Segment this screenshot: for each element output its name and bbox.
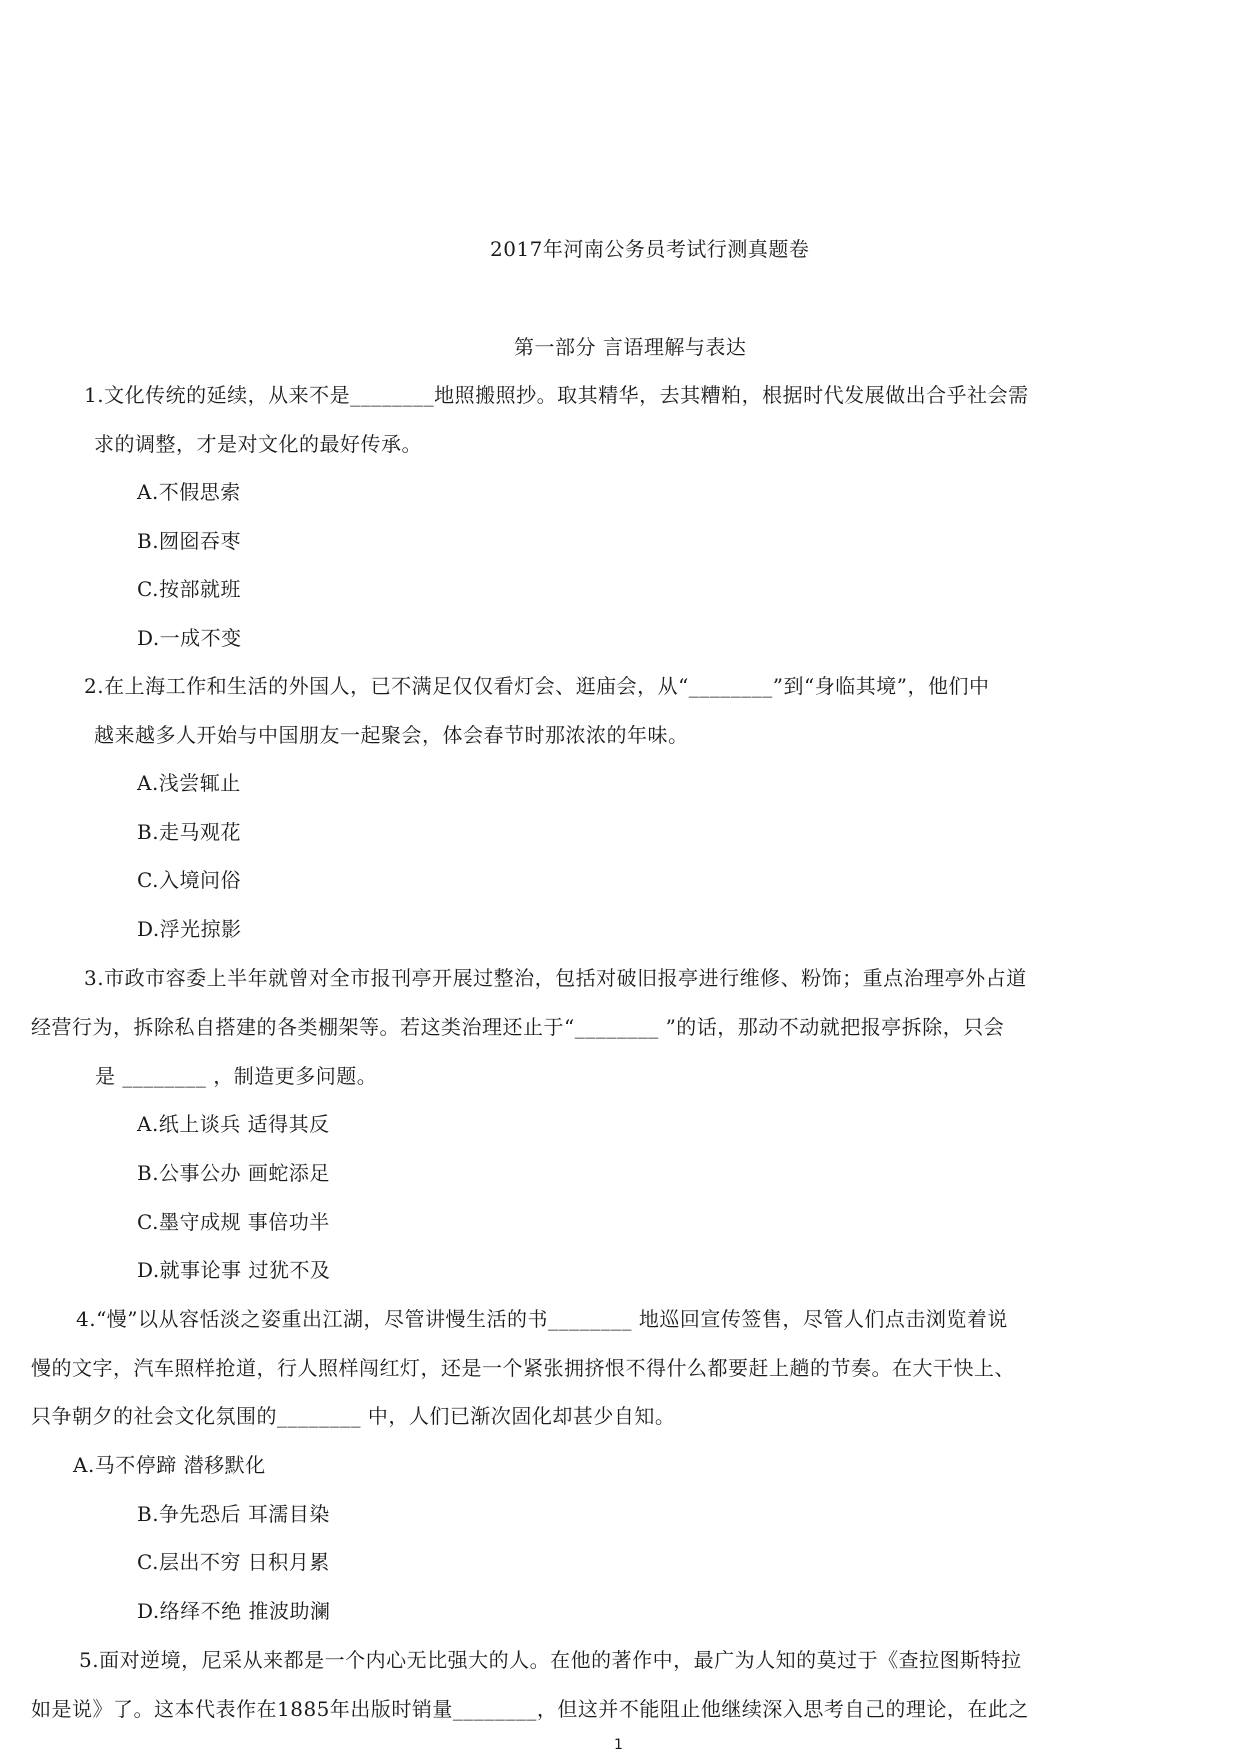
question-1-option-d: D.一成不变 <box>137 626 242 650</box>
question-3-line-3: 是 ________ ，制造更多问题。 <box>95 1064 378 1088</box>
question-2-option-a: A.浅尝辄止 <box>137 771 241 795</box>
question-1-line-1: 1.文化传统的延续，从来不是________地照搬照抄。取其精华，去其糟粕，根据时代发展做出合乎社会需 <box>84 383 1029 407</box>
question-3-line-2: 经营行为，拆除私自搭建的各类棚架等。若这类治理还止于“________ ”的话，那动不动就把报亭拆除，只会 <box>31 1015 1005 1039</box>
section-heading: 第一部分 言语理解与表达 <box>514 335 747 359</box>
question-2-option-d: D.浮光掠影 <box>137 917 242 941</box>
question-4-line-1: 4.“慢”以从容恬淡之姿重出江湖，尽管讲慢生活的书________ 地巡回宣传签售，尽管人们点击浏览着说 <box>76 1307 1008 1331</box>
question-3-option-d: D.就事论事 过犹不及 <box>137 1258 331 1282</box>
question-4-option-d: D.络绎不绝 推波助澜 <box>137 1599 331 1623</box>
question-2-option-b: B.走马观花 <box>137 820 242 844</box>
question-3-option-c: C.墨守成规 事倍功半 <box>137 1210 330 1234</box>
question-3-line-1: 3.市政市容委上半年就曾对全市报刊亭开展过整治，包括对破旧报亭进行维修、粉饰；重点治理亭外占道 <box>84 966 1027 990</box>
question-2-line-1: 2.在上海工作和生活的外国人，已不满足仅仅看灯会、逛庙会，从“________”到“身临其境”，他们中 <box>84 674 990 698</box>
question-5-line-1: 5.面对逆境，尼采从来都是一个内心无比强大的人。在他的著作中，最广为人知的莫过于《查拉图斯特拉 <box>79 1648 1022 1672</box>
question-2-option-c: C.入境问俗 <box>137 868 241 892</box>
question-1-option-b: B.囫囵吞枣 <box>137 529 242 553</box>
question-5-line-2: 如是说》了。这本代表作在1885年出版时销量________，但这并不能阻止他继续深入思考自己的理论，在此之 <box>31 1697 1029 1721</box>
question-4-line-3: 只争朝夕的社会文化氛围的________ 中，人们已渐次固化却甚少自知。 <box>31 1404 676 1428</box>
question-4-option-b: B.争先恐后 耳濡目染 <box>137 1502 330 1526</box>
question-1-option-a: A.不假思索 <box>137 480 241 504</box>
question-1-line-2: 求的调整，才是对文化的最好传承。 <box>94 432 422 456</box>
question-4-line-2: 慢的文字，汽车照样抢道，行人照样闯红灯，还是一个紧张拥挤恨不得什么都要赶上趟的节奏。在大干快上、 <box>31 1356 1015 1380</box>
question-4-option-c: C.层出不穷 日积月累 <box>137 1550 330 1574</box>
question-3-option-b: B.公事公办 画蛇添足 <box>137 1161 330 1185</box>
page-number: 1 <box>614 1737 623 1753</box>
question-3-option-a: A.纸上谈兵 适得其反 <box>137 1112 330 1136</box>
question-2-line-2: 越来越多人开始与中国朋友一起聚会，体会春节时那浓浓的年味。 <box>94 723 689 747</box>
question-1-option-c: C.按部就班 <box>137 577 241 601</box>
question-4-option-a: A.马不停蹄 潜移默化 <box>73 1453 266 1477</box>
page-title: 2017年河南公务员考试行测真题卷 <box>490 237 810 261</box>
